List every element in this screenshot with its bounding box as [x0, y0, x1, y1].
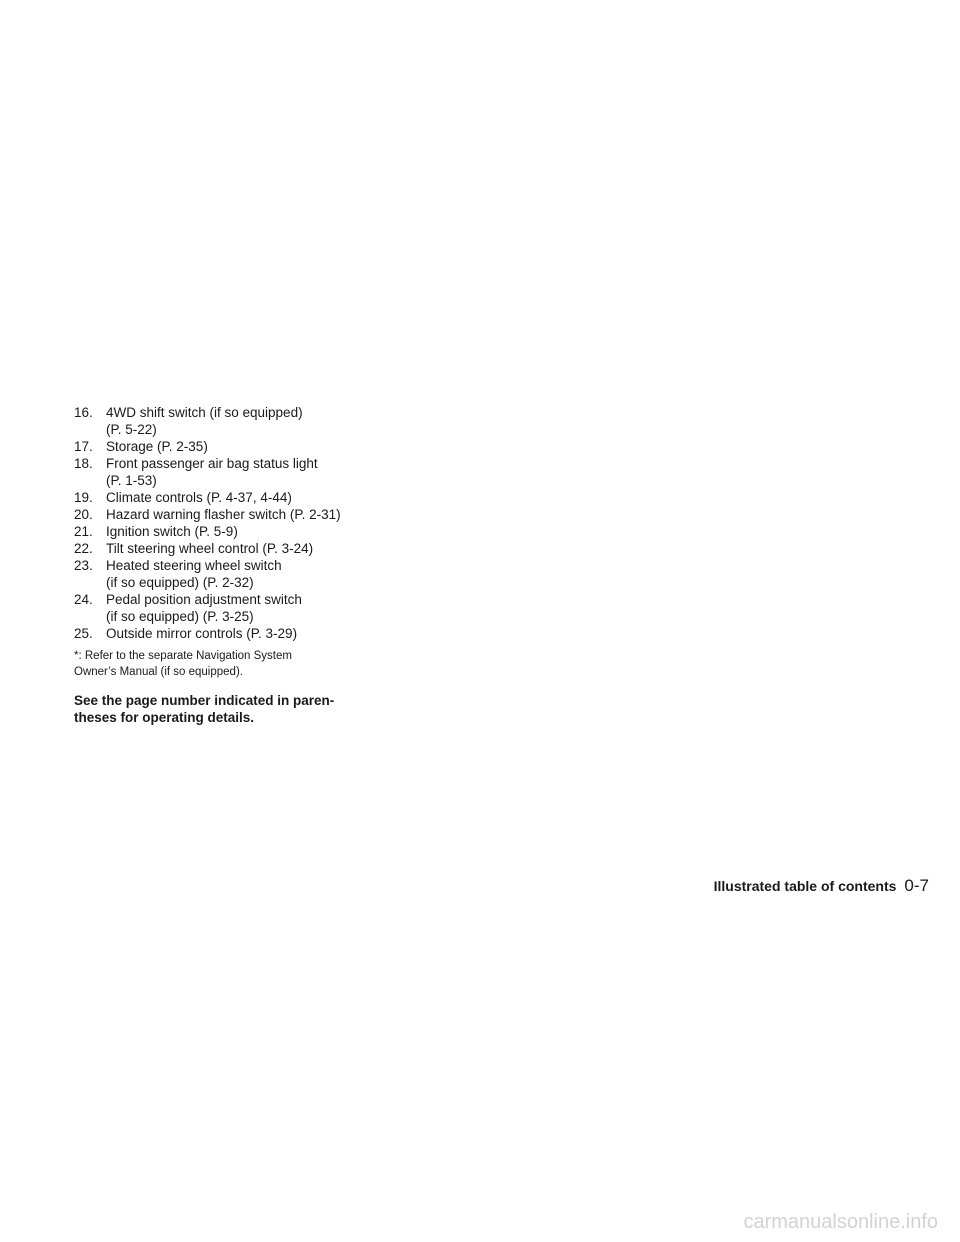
toc-item-text: Pedal position adjustment switch [106, 592, 302, 607]
toc-item-text: (P. 5-22) [106, 422, 157, 437]
toc-item [74, 404, 374, 438]
toc-item-number: 17. [74, 439, 93, 454]
toc-item-number: 23. [74, 558, 93, 573]
toc-item-text: Ignition switch (P. 5-9) [106, 524, 238, 539]
toc-item-text: 4WD shift switch (if so equipped) [106, 405, 303, 420]
toc-list [74, 404, 374, 642]
toc-item-number: 24. [74, 592, 93, 607]
toc-item-number: 22. [74, 541, 93, 556]
toc-item-text: (if so equipped) (P. 2-32) [106, 575, 254, 590]
watermark: carmanualsonline.info [743, 1211, 938, 1233]
operating-details-note [74, 692, 374, 726]
toc-item-number: 19. [74, 490, 93, 505]
toc-item-number: 18. [74, 456, 93, 471]
footer-section-title: Illustrated table of contents [713, 878, 897, 894]
toc-item-number: 20. [74, 507, 93, 522]
toc-item [74, 438, 374, 455]
note-line: See the page number indicated in paren- [74, 693, 335, 708]
toc-item-text: Storage (P. 2-35) [106, 439, 208, 454]
toc-item [74, 523, 374, 540]
toc-item [74, 625, 374, 642]
toc-item-number: 25. [74, 626, 93, 641]
toc-item [74, 540, 374, 557]
toc-item-text: Front passenger air bag status light [106, 456, 318, 471]
toc-item [74, 557, 374, 591]
footnote [74, 648, 374, 680]
toc-item [74, 489, 374, 506]
content-column [74, 404, 374, 726]
footnote-line: Owner’s Manual (if so equipped). [74, 666, 243, 678]
toc-item-text: (P. 1-53) [106, 473, 157, 488]
toc-item-number: 16. [74, 405, 93, 420]
footnote-line: *: Refer to the separate Navigation System [74, 650, 292, 662]
note-line: theses for operating details. [74, 710, 255, 725]
toc-item [74, 455, 374, 489]
toc-item [74, 506, 374, 523]
toc-item-text: Climate controls (P. 4-37, 4-44) [106, 490, 292, 505]
toc-item-text: Tilt steering wheel control (P. 3-24) [106, 541, 314, 556]
toc-item-text: Outside mirror controls (P. 3-29) [106, 626, 298, 641]
toc-item [74, 591, 374, 625]
toc-item-number: 21. [74, 524, 93, 539]
toc-item-text: Heated steering wheel switch [106, 558, 282, 573]
toc-item-text: Hazard warning flasher switch (P. 2-31) [106, 507, 341, 522]
toc-item-text: (if so equipped) (P. 3-25) [106, 609, 254, 624]
footer-page-number: 0-7 [904, 876, 929, 895]
page-footer [714, 876, 929, 896]
